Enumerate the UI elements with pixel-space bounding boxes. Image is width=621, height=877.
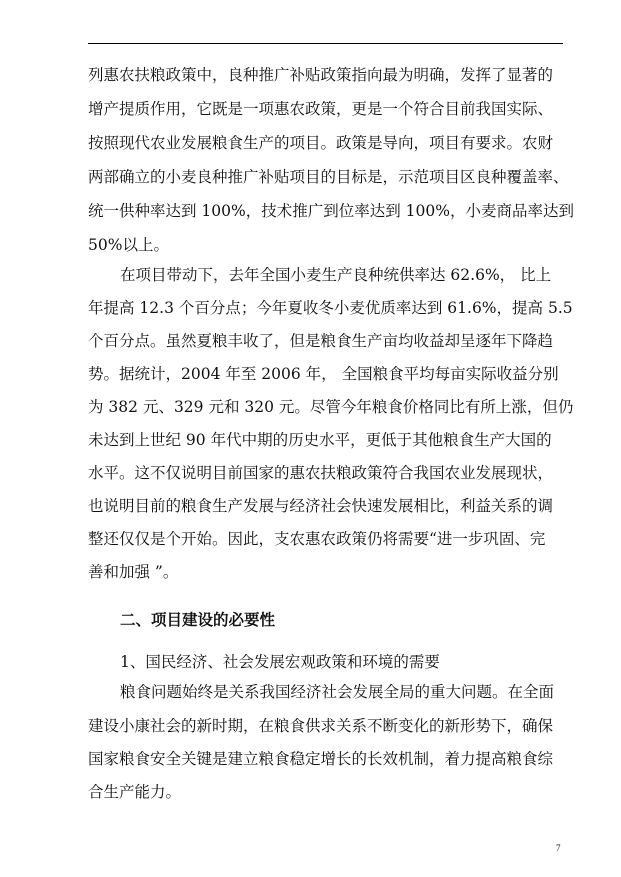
paragraph-line: 两部确立的小麦良种推广补贴项目的目标是，示范项目区良种覆盖率、: [88, 168, 569, 186]
paragraph-line: 在项目带动下，去年全国小麦生产良种统供率达 62.6%， 比上: [120, 266, 552, 284]
paragraph-line: 按照现代农业发展粮食生产的项目。政策是导向，项目有要求。农财: [88, 134, 554, 152]
paragraph-line: 合生产能力。: [88, 783, 182, 801]
paragraph-line: 整还仅仅是个开始。因此，支农惠农政策仍将需要“进一步巩固、完: [88, 530, 546, 548]
section-heading: 二、项目建设的必要性: [120, 611, 276, 629]
paragraph-line: 水平。这不仅说明目前国家的惠农扶粮政策符合我国农业发展现状，: [88, 464, 554, 482]
paragraph-line: 统一供种率达到 100%，技术推广到位率达到 100%，小麦商品率达到: [88, 202, 574, 220]
paragraph-line: 粮食问题始终是关系我国经济社会发展全局的重大问题。在全面: [120, 683, 555, 701]
paragraph-line: 国家粮食安全关键是建立粮食稳定增长的长效机制，着力提高粮食综: [88, 750, 554, 768]
paragraph-line: 势。据统计，2004 年至 2006 年， 全国粮食平均每亩实际收益分别: [88, 365, 559, 383]
subsection-heading: 1、国民经济、社会发展宏观政策和环境的需要: [120, 653, 440, 671]
paragraph-line: 善和加强 ”。: [88, 563, 179, 581]
paragraph-line: 年提高 12.3 个百分点；今年夏收冬小麦优质率达到 61.6%，提高 5.5: [88, 299, 573, 317]
paragraph-line: 增产提质作用，它既是一项惠农政策，更是一个符合目前我国实际、: [88, 100, 554, 118]
paragraph-line: 也说明目前的粮食生产发展与经济社会快速发展相比，利益关系的调: [88, 497, 554, 515]
paragraph-line: 未达到上世纪 90 年代中期的历史水平，更低于其他粮食生产大国的: [88, 431, 552, 449]
paragraph-line: 建设小康社会的新时期，在粮食供求关系不断变化的新形势下，确保: [88, 717, 554, 735]
page-number: 7: [556, 843, 561, 853]
header-rule: [88, 43, 563, 44]
paragraph-line: 列惠农扶粮政策中，良种推广补贴政策指向最为明确，发挥了显著的: [88, 66, 554, 84]
paragraph-line: 个百分点。虽然夏粮丰收了，但是粮食生产亩均收益却呈逐年下降趋: [88, 332, 554, 350]
paragraph-line: 为 382 元、329 元和 320 元。尽管今年粮食价格同比有所上涨，但仍: [88, 398, 574, 416]
paragraph-line: 50%以上。: [88, 236, 169, 254]
